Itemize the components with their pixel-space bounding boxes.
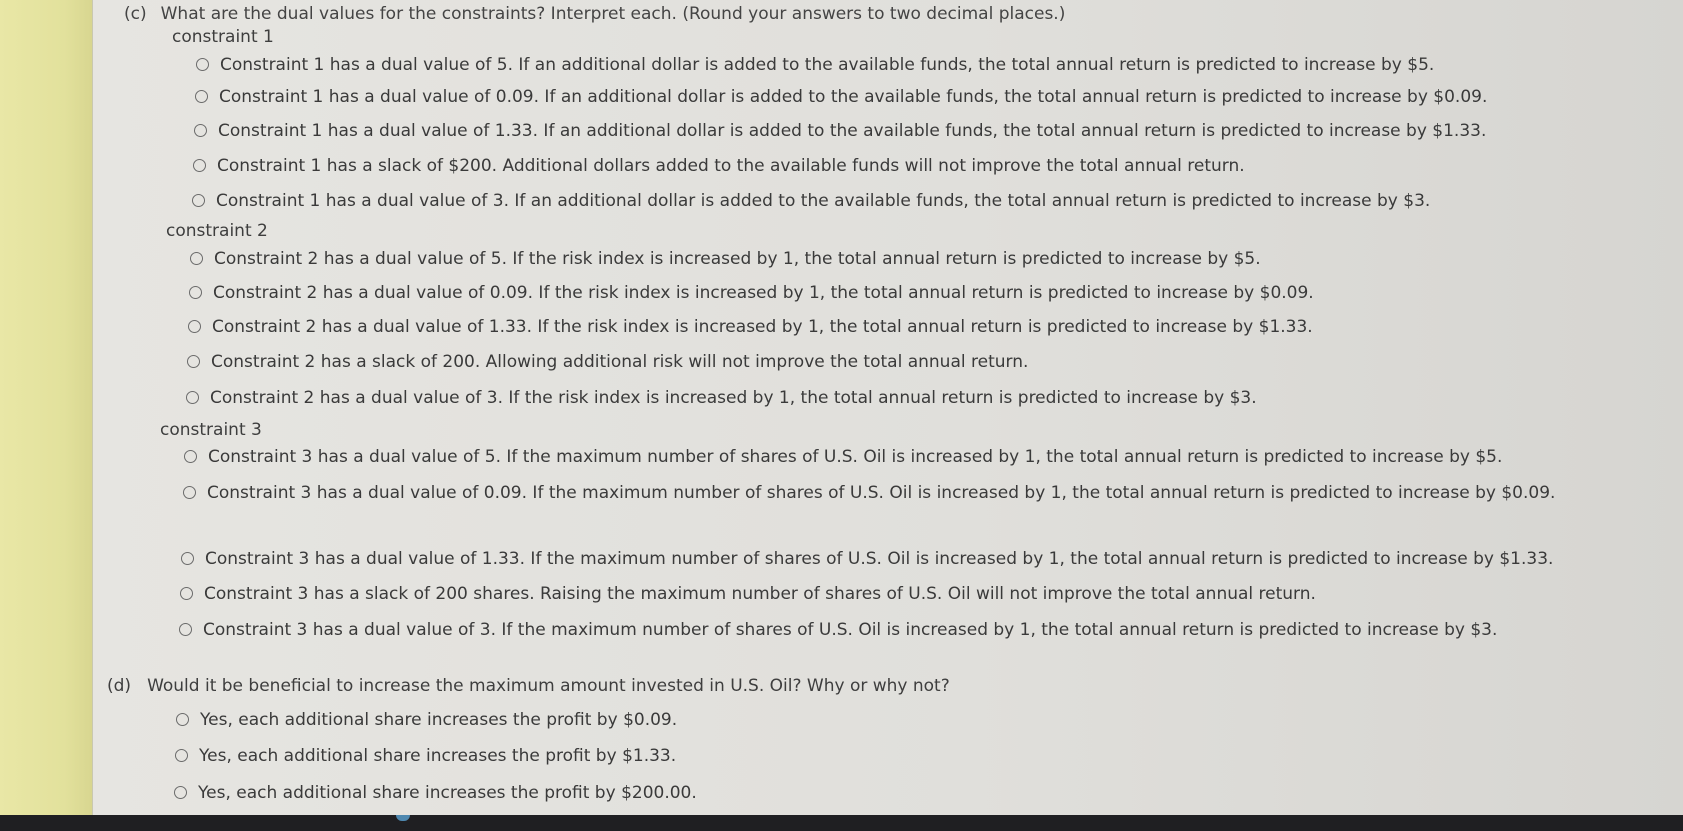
option-text: Constraint 2 has a dual value of 3. If the risk index is increased by 1, the total annual return is predicted to increase by $3. (210, 388, 1257, 408)
question-d-option-1[interactable] (176, 709, 677, 731)
question-d-header (107, 676, 950, 696)
option-text: Yes, each additional share increases the profit by $0.09. (200, 710, 678, 730)
constraint-1-option-3[interactable] (194, 120, 1486, 142)
option-text: Yes, each additional share increases the profit by $200.00. (198, 783, 697, 803)
option-text: Constraint 3 has a dual value of 5. If the maximum number of shares of U.S. Oil is increased by 1, the total annual return is predicted to increase by $5. (208, 447, 1503, 467)
radio-button[interactable] (179, 623, 192, 636)
constraint-1-option-4[interactable] (193, 155, 1245, 177)
option-text: Constraint 3 has a dual value of 3. If the maximum number of shares of U.S. Oil is increased by 1, the total annual return is predicted to increase by $3. (203, 620, 1498, 640)
radio-button[interactable] (183, 486, 196, 499)
option-text: Constraint 3 has a dual value of 0.09. If the maximum number of shares of U.S. Oil is increased by 1, the total annual return is predicted to increase by $0.09. (207, 483, 1556, 503)
constraint-2-option-2[interactable] (189, 282, 1314, 304)
radio-button[interactable] (196, 58, 209, 71)
option-text: Constraint 2 has a dual value of 0.09. If the risk index is increased by 1, the total annual return is predicted to increase by $0.09. (213, 283, 1314, 303)
left-accent-bar (0, 0, 92, 815)
constraint-1-label: constraint 1 (172, 27, 274, 47)
constraint-3-label: constraint 3 (160, 420, 262, 440)
radio-button[interactable] (187, 355, 200, 368)
constraint-3-option-1[interactable] (184, 446, 1502, 468)
option-text: Constraint 2 has a slack of 200. Allowing additional risk will not improve the total annual return. (211, 352, 1029, 372)
option-text: Constraint 2 has a dual value of 1.33. If the risk index is increased by 1, the total annual return is predicted to increase by $1.33. (212, 317, 1313, 337)
option-text: Constraint 1 has a dual value of 5. If an additional dollar is added to the available funds, the total annual return is predicted to increase by $5. (220, 55, 1435, 75)
constraint-3-option-2[interactable] (183, 482, 1577, 504)
option-text: Constraint 1 has a dual value of 3. If an additional dollar is added to the available funds, the total annual return is predicted to increase by $3. (216, 191, 1431, 211)
radio-button[interactable] (190, 252, 203, 265)
radio-button[interactable] (193, 159, 206, 172)
question-d-label: (d) (107, 676, 132, 696)
constraint-2-option-4[interactable] (187, 351, 1028, 373)
constraint-3-option-3[interactable] (181, 548, 1553, 570)
constraint-1-option-1[interactable] (196, 54, 1434, 76)
constraint-2-option-3[interactable] (188, 316, 1313, 338)
radio-button[interactable] (188, 320, 201, 333)
constraint-1-option-2[interactable] (195, 86, 1487, 108)
option-text: Constraint 2 has a dual value of 5. If the risk index is increased by 1, the total annual return is predicted to increase by $5. (214, 249, 1261, 269)
constraint-3-option-4[interactable] (180, 583, 1316, 605)
radio-button[interactable] (180, 587, 193, 600)
constraint-1-option-5[interactable] (192, 190, 1430, 212)
question-d-option-3[interactable] (174, 782, 697, 804)
option-text: Constraint 1 has a slack of $200. Additional dollars added to the available funds will not improve the total annual return. (217, 156, 1245, 176)
radio-button[interactable] (192, 194, 205, 207)
option-text: Yes, each additional share increases the profit by $1.33. (199, 746, 677, 766)
option-text: Constraint 1 has a dual value of 0.09. If an additional dollar is added to the available funds, the total annual return is predicted to increase by $0.09. (219, 87, 1488, 107)
question-c-prompt: What are the dual values for the constraints? Interpret each. (Round your answers to two decimal places.) (160, 4, 1066, 24)
radio-button[interactable] (175, 749, 188, 762)
radio-button[interactable] (181, 552, 194, 565)
constraint-3-option-5[interactable] (179, 619, 1497, 641)
radio-button[interactable] (186, 391, 199, 404)
question-d-option-2[interactable] (175, 745, 676, 767)
constraint-2-option-5[interactable] (186, 387, 1257, 409)
radio-button[interactable] (174, 786, 187, 799)
bottom-taskbar-strip (0, 815, 1683, 831)
constraint-2-label: constraint 2 (166, 221, 268, 241)
option-text: Constraint 3 has a slack of 200 shares. Raising the maximum number of shares of U.S. Oil will not improve the total annual return. (204, 584, 1316, 604)
radio-button[interactable] (184, 450, 197, 463)
radio-button[interactable] (189, 286, 202, 299)
radio-button[interactable] (176, 713, 189, 726)
constraint-2-option-1[interactable] (190, 248, 1261, 270)
radio-button[interactable] (194, 124, 207, 137)
scroll-indicator (396, 815, 410, 821)
option-text: Constraint 3 has a dual value of 1.33. If the maximum number of shares of U.S. Oil is increased by 1, the total annual return is predicted to increase by $1.33. (205, 549, 1554, 569)
question-d-prompt: Would it be beneficial to increase the maximum amount invested in U.S. Oil? Why or why not? (147, 676, 950, 696)
question-c-header (124, 4, 1065, 24)
radio-button[interactable] (195, 90, 208, 103)
option-text: Constraint 1 has a dual value of 1.33. If an additional dollar is added to the available funds, the total annual return is predicted to increase by $1.33. (218, 121, 1487, 141)
question-c-label: (c) (124, 4, 147, 24)
